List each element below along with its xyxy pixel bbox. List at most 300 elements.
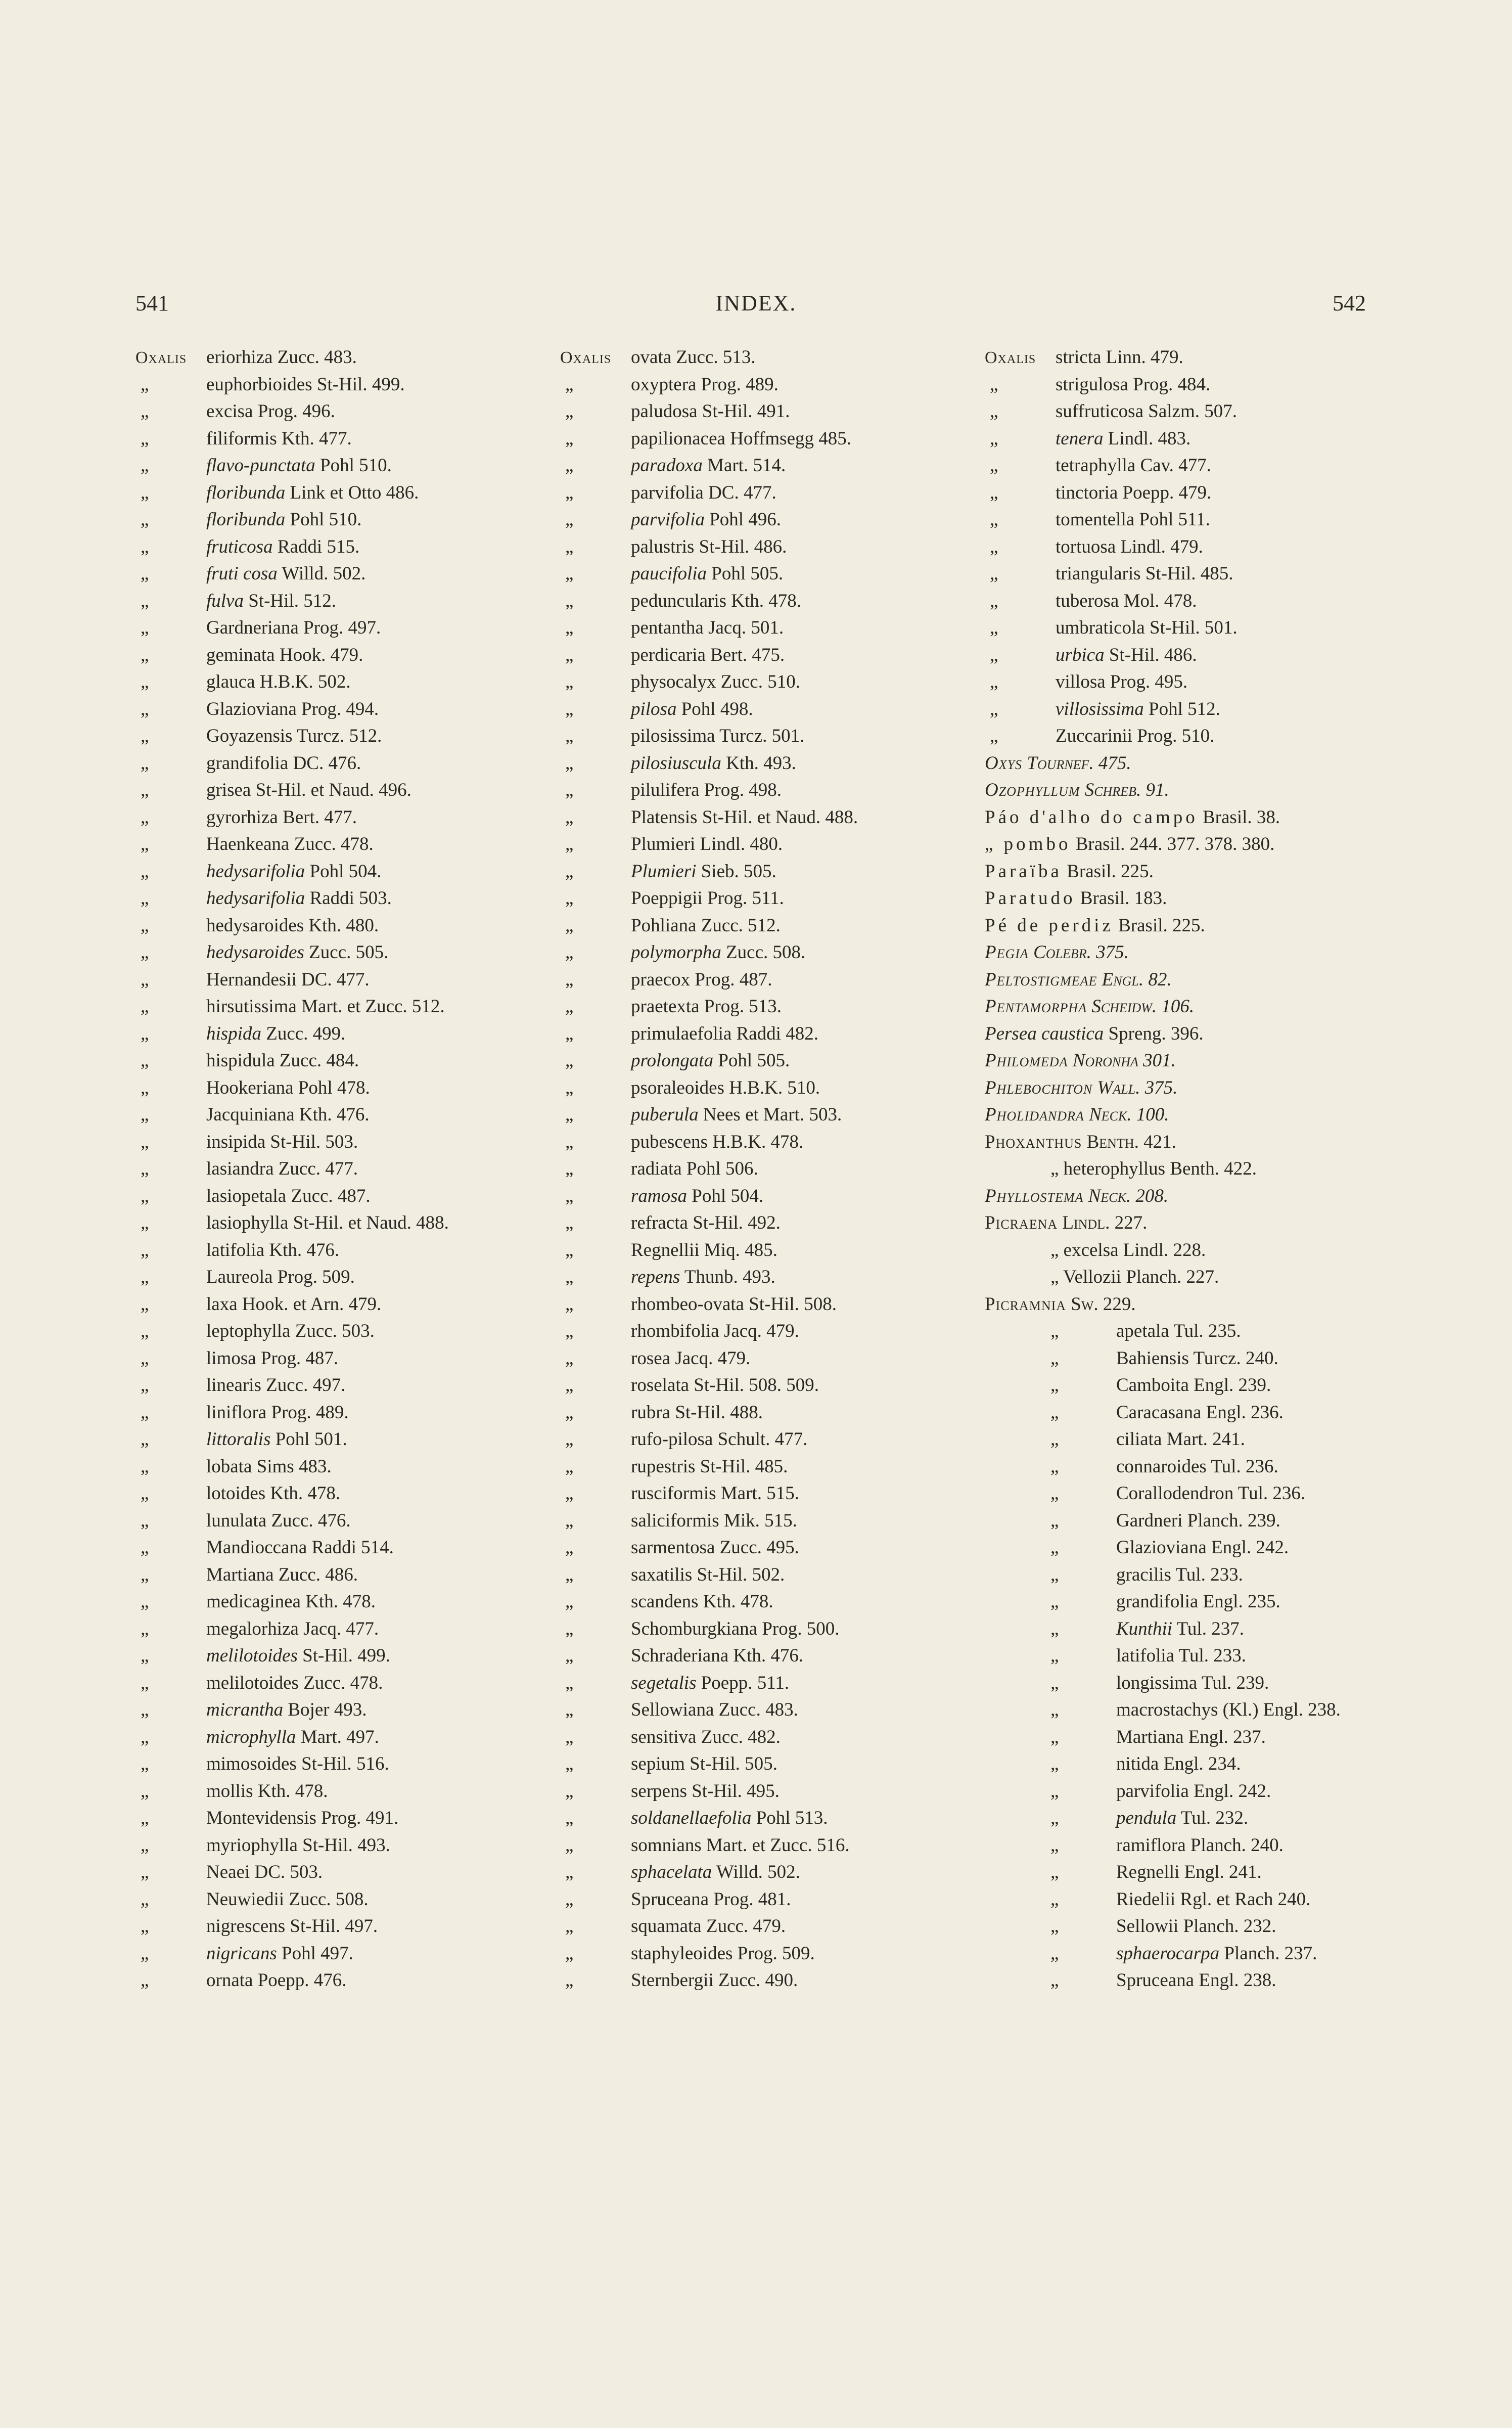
entry-prefix: „ xyxy=(141,1104,149,1125)
entry-name: Spruceana xyxy=(631,1889,709,1910)
entry-authority: St-Hil. 503. xyxy=(265,1131,358,1152)
index-entry xyxy=(135,1859,560,1886)
entry-prefix: „ xyxy=(565,1808,574,1828)
entry-authority: St-Hil. 485. xyxy=(1140,563,1233,584)
entry-name: saxatilis xyxy=(631,1564,693,1585)
entry-prefix: „ xyxy=(565,1212,574,1233)
entry-authority: Kth. 493. xyxy=(721,752,796,774)
index-entry xyxy=(560,777,985,804)
index-entry xyxy=(135,1696,560,1724)
entry-name: pubescens xyxy=(631,1131,708,1152)
entry-prefix: „ xyxy=(565,509,574,530)
entry-authority: St-Hil. 486. xyxy=(694,536,787,557)
index-entry xyxy=(985,614,1409,642)
entry-prefix: „ xyxy=(565,915,574,936)
entry-authority: Tul. 236. xyxy=(1233,1483,1306,1504)
entry-name: Peltostigmeae xyxy=(985,969,1097,990)
entry-authority: DC. 476. xyxy=(288,752,361,774)
index-entry xyxy=(135,1345,560,1372)
entry-authority: Zucc. 503. xyxy=(290,1321,375,1341)
entry-authority: Lindl. 483. xyxy=(1103,428,1191,449)
entry-prefix: „ xyxy=(1050,1699,1059,1720)
entry-prefix: „ xyxy=(1050,1537,1059,1558)
entry-name: grandifolia xyxy=(1116,1591,1199,1612)
entry-name: gracilis xyxy=(1116,1564,1171,1585)
entry-name: Caracasana xyxy=(1116,1402,1202,1423)
entry-prefix: „ xyxy=(990,482,998,503)
entry-prefix: „ xyxy=(565,1456,574,1477)
entry-name: hispida xyxy=(206,1023,261,1044)
entry-authority: Mik. 515. xyxy=(719,1510,797,1531)
index-entry xyxy=(560,1129,985,1156)
entry-authority: Lindl. 480. xyxy=(695,834,783,855)
entry-authority: Link et Otto 486. xyxy=(285,482,419,503)
entry-authority: Zucc. 477. xyxy=(273,1158,358,1179)
entry-authority: Turcz. 240. xyxy=(1188,1347,1278,1369)
entry-name: Bahiensis xyxy=(1116,1347,1189,1369)
entry-authority: Brasil. 183. xyxy=(1075,888,1167,909)
entry-prefix: „ xyxy=(141,1970,149,1991)
entry-name: sarmentosa xyxy=(631,1537,715,1558)
entry-prefix: „ xyxy=(1050,1834,1059,1856)
entry-authority: Engl. 239. xyxy=(1188,1375,1271,1396)
entry-prefix: „ xyxy=(565,834,574,855)
entry-name: Philomeda xyxy=(985,1050,1068,1071)
index-entry xyxy=(560,831,985,858)
index-entry xyxy=(135,1318,560,1345)
entry-prefix: Oxalis xyxy=(560,348,612,367)
index-entry xyxy=(985,1588,1409,1615)
entry-prefix: „ xyxy=(141,834,149,855)
index-entry xyxy=(985,533,1409,561)
entry-name: lotoides xyxy=(206,1483,266,1504)
entry-prefix: „ xyxy=(1050,1402,1059,1423)
entry-prefix: „ xyxy=(565,1023,574,1044)
entry-authority: Pohl 504. xyxy=(305,861,382,882)
entry-authority: St-Hil. 508. 509. xyxy=(689,1375,819,1396)
entry-authority: Bojer 493. xyxy=(283,1699,367,1720)
entry-authority: St-Hil. 497. xyxy=(285,1916,378,1937)
index-entry xyxy=(560,588,985,615)
entry-authority: DC. 477. xyxy=(296,969,370,990)
entry-authority: Linn. 479. xyxy=(1101,347,1183,368)
entry-authority: Benth. 421. xyxy=(1082,1131,1176,1152)
index-entry xyxy=(135,777,560,804)
entry-name: prolongata xyxy=(631,1050,714,1071)
entry-prefix: „ xyxy=(141,1077,149,1098)
index-entry xyxy=(985,966,1409,994)
entry-authority: Engl. 238. xyxy=(1194,1970,1276,1991)
entry-prefix: „ xyxy=(1050,1483,1059,1504)
entry-authority: Zucc. 499. xyxy=(261,1023,346,1044)
entry-prefix: „ xyxy=(141,1564,149,1585)
entry-authority: Planch. 227. xyxy=(1121,1267,1219,1287)
index-entry xyxy=(985,1724,1409,1751)
entry-name: Sternbergii xyxy=(631,1970,714,1991)
index-entry xyxy=(135,1209,560,1237)
page-title: INDEX. xyxy=(715,291,797,316)
entry-name: microphylla xyxy=(206,1726,296,1747)
index-entry xyxy=(135,1724,560,1751)
entry-authority: Tul. 232. xyxy=(1176,1808,1249,1828)
entry-name: palustris xyxy=(631,536,695,557)
entry-authority: (Kl.) Engl. 238. xyxy=(1218,1699,1341,1720)
entry-authority: St-Hil. 508. xyxy=(744,1293,837,1315)
index-entry xyxy=(985,1561,1409,1589)
index-column-1 xyxy=(135,344,560,1994)
entry-prefix: „ xyxy=(565,1753,574,1774)
index-entry xyxy=(135,1264,560,1291)
entry-authority: Zucc. 513. xyxy=(671,347,756,368)
entry-prefix: „ xyxy=(141,1862,149,1882)
index-entry xyxy=(135,1237,560,1264)
entry-name: „ pombo xyxy=(985,834,1071,855)
entry-name: lobata xyxy=(206,1456,252,1477)
entry-authority: Kth. 480. xyxy=(304,915,379,936)
index-entry xyxy=(560,1318,985,1345)
index-entry xyxy=(135,425,560,453)
entry-name: Goyazensis xyxy=(206,726,293,746)
index-entry xyxy=(985,1372,1409,1399)
entry-name: tomentella xyxy=(1056,509,1135,530)
entry-name: Ozophyllum xyxy=(985,780,1080,800)
index-entry xyxy=(135,668,560,696)
entry-authority: Pohl 506. xyxy=(681,1158,758,1179)
entry-authority: Salzm. 507. xyxy=(1143,401,1237,422)
entry-name: Martiana xyxy=(1116,1726,1184,1747)
entry-name: floribunda xyxy=(206,509,286,530)
index-entry xyxy=(985,993,1409,1020)
entry-name: Gardneri xyxy=(1116,1510,1183,1531)
entry-authority: Pohl 496. xyxy=(704,509,782,530)
entry-prefix: „ xyxy=(565,1780,574,1802)
index-entry xyxy=(560,1778,985,1805)
entry-authority: Planch. 239. xyxy=(1182,1510,1280,1531)
entry-authority: Pohl 511. xyxy=(1134,509,1210,530)
index-entry xyxy=(135,885,560,912)
entry-name: Oxys xyxy=(985,752,1023,774)
entry-name: peduncularis xyxy=(631,590,727,611)
entry-prefix: „ xyxy=(990,428,998,449)
entry-authority: St-Hil. 501. xyxy=(1144,617,1238,638)
index-entry xyxy=(135,1480,560,1507)
entry-name: Paraïba xyxy=(985,861,1062,882)
index-entry xyxy=(135,966,560,994)
entry-name: linearis xyxy=(206,1375,261,1396)
entry-prefix: „ xyxy=(141,1591,149,1612)
entry-authority: Prog. 509. xyxy=(272,1267,355,1287)
index-entry xyxy=(560,1372,985,1399)
entry-authority: Pohl 505. xyxy=(713,1050,790,1071)
entry-authority: Neck. 100. xyxy=(1084,1104,1169,1125)
entry-authority: DC. 477. xyxy=(703,482,776,503)
entry-name: triangularis xyxy=(1056,563,1141,584)
index-entry xyxy=(560,1047,985,1074)
index-entry xyxy=(985,1074,1409,1102)
entry-prefix: „ xyxy=(990,563,998,584)
entry-name: nitida xyxy=(1116,1753,1159,1774)
entry-name: sepium xyxy=(631,1753,685,1774)
entry-name: pentantha xyxy=(631,617,704,638)
index-entry xyxy=(135,560,560,588)
entry-name: Montevidensis xyxy=(206,1808,316,1828)
entry-prefix: „ xyxy=(141,536,149,557)
entry-prefix: „ xyxy=(565,1510,574,1531)
index-entry xyxy=(985,1696,1409,1724)
entry-prefix: „ xyxy=(565,1564,574,1585)
entry-prefix: „ xyxy=(141,1267,149,1287)
index-entry xyxy=(560,1670,985,1697)
entry-name: tinctoria xyxy=(1056,482,1118,503)
entry-prefix: „ xyxy=(990,509,998,530)
entry-authority: Kth. 477. xyxy=(277,428,352,449)
entry-prefix: „ xyxy=(1050,1808,1059,1828)
entry-authority: Pohl 510. xyxy=(285,509,362,530)
entry-prefix: „ xyxy=(565,780,574,800)
entry-prefix: „ xyxy=(141,1456,149,1477)
index-column-2 xyxy=(560,344,985,1994)
index-entry xyxy=(560,668,985,696)
index-entry xyxy=(985,1209,1409,1237)
index-entry xyxy=(135,1778,560,1805)
index-entry xyxy=(985,696,1409,723)
entry-prefix: „ xyxy=(141,617,149,638)
entry-name: mimosoides xyxy=(206,1753,297,1774)
index-entry xyxy=(985,1237,1409,1264)
index-entry xyxy=(560,1967,985,1994)
entry-authority: Thunb. 493. xyxy=(680,1267,775,1287)
entry-prefix: „ xyxy=(141,1889,149,1910)
entry-name: Laureola xyxy=(206,1267,273,1287)
index-entry xyxy=(985,588,1409,615)
index-entry xyxy=(985,804,1409,831)
index-entry xyxy=(135,1940,560,1967)
index-entry xyxy=(135,479,560,507)
entry-authority: Turcz. 512. xyxy=(292,726,382,746)
entry-authority: Tul. 236. xyxy=(1206,1456,1278,1477)
entry-prefix: „ xyxy=(565,1347,574,1369)
entry-authority: St-Hil. et Naud. 496. xyxy=(251,780,411,800)
entry-authority: Tul. 233. xyxy=(1174,1645,1246,1666)
entry-name: Persea caustica xyxy=(985,1023,1104,1044)
entry-authority: Zucc. 484. xyxy=(274,1050,359,1071)
index-entry xyxy=(135,1588,560,1615)
entry-authority: Bert. 475. xyxy=(705,644,785,665)
index-entry xyxy=(560,939,985,966)
entry-authority: Engl. 234. xyxy=(1159,1753,1241,1774)
entry-authority: St-Hil. 505. xyxy=(684,1753,777,1774)
entry-name: sensitiva xyxy=(631,1726,697,1747)
index-entry xyxy=(560,1237,985,1264)
entry-name: Picraena xyxy=(985,1212,1058,1233)
entry-authority: Zucc. 478. xyxy=(289,834,374,855)
entry-name: pilosissima xyxy=(631,726,715,746)
index-entry xyxy=(985,723,1409,750)
entry-prefix: „ xyxy=(141,1645,149,1666)
entry-authority: Mart. 497. xyxy=(296,1726,379,1747)
entry-name: roselata xyxy=(631,1375,690,1396)
index-entry xyxy=(135,1805,560,1832)
entry-authority: Raddi 514. xyxy=(307,1537,394,1558)
entry-authority: Prog. 489. xyxy=(696,374,778,395)
entry-prefix: „ xyxy=(565,942,574,963)
entry-prefix: „ xyxy=(141,1239,149,1261)
entry-prefix: „ xyxy=(141,1808,149,1828)
entry-prefix: „ xyxy=(990,374,998,395)
index-entry xyxy=(985,1399,1409,1426)
index-entry xyxy=(985,912,1409,939)
index-entry xyxy=(560,1155,985,1183)
entry-authority: Prog. 484. xyxy=(1128,374,1211,395)
entry-authority: St-Hil. 491. xyxy=(697,401,790,422)
entry-name: nigricans xyxy=(206,1943,277,1964)
entry-prefix: „ xyxy=(141,1699,149,1720)
entry-name: Regnelli xyxy=(1116,1862,1180,1882)
entry-authority: Brasil. 38. xyxy=(1198,806,1280,828)
index-entry xyxy=(985,777,1409,804)
entry-name: liniflora xyxy=(206,1402,267,1423)
entry-name: Poeppigii xyxy=(631,888,703,909)
entry-name: latifolia xyxy=(206,1239,265,1261)
entry-authority: St-Hil. 502. xyxy=(692,1564,785,1585)
entry-name: parvifolia xyxy=(631,482,704,503)
entry-name: lunulata xyxy=(206,1510,267,1531)
entry-name: Haenkeana xyxy=(206,834,290,855)
entry-prefix: „ xyxy=(990,698,998,720)
entry-prefix: „ xyxy=(141,428,149,449)
entry-name: Camboita xyxy=(1116,1375,1189,1396)
entry-prefix: „ xyxy=(565,752,574,774)
entry-prefix: „ xyxy=(565,671,574,692)
index-entry xyxy=(135,993,560,1020)
entry-name: lasiandra xyxy=(206,1158,274,1179)
entry-authority: Lindl. 479. xyxy=(1116,536,1203,557)
index-entry xyxy=(135,1291,560,1318)
entry-prefix: „ xyxy=(141,509,149,530)
entry-name: Pentamorpha xyxy=(985,996,1087,1017)
entry-prefix: „ xyxy=(1050,1564,1059,1585)
entry-prefix: „ xyxy=(565,1943,574,1964)
entry-prefix: „ xyxy=(1050,1510,1059,1531)
entry-authority: Kth. 478. xyxy=(726,590,802,611)
entry-authority: Pohl 478. xyxy=(293,1077,370,1098)
entry-prefix: „ xyxy=(141,752,149,774)
entry-name: excisa xyxy=(206,401,253,422)
index-entry xyxy=(985,560,1409,588)
entry-name: pilosa xyxy=(631,698,677,720)
entry-name: rufo-pilosa xyxy=(631,1429,713,1450)
entry-prefix: „ xyxy=(141,942,149,963)
entry-prefix: „ xyxy=(141,1943,149,1964)
entry-authority: Schreb. 91. xyxy=(1080,780,1169,800)
entry-prefix: „ xyxy=(141,1131,149,1152)
entry-name: connaroides xyxy=(1116,1456,1207,1477)
entry-prefix: „ xyxy=(565,455,574,476)
entry-name: Sellowiana xyxy=(631,1699,714,1720)
entry-prefix: „ xyxy=(565,1483,574,1504)
index-entry xyxy=(985,1642,1409,1670)
index-entry xyxy=(560,1264,985,1291)
entry-name: polymorpha xyxy=(631,942,721,963)
entry-authority: Hook. et Arn. 479. xyxy=(237,1293,382,1315)
entry-name: rubra xyxy=(631,1402,671,1423)
index-entry xyxy=(135,1832,560,1859)
index-entry xyxy=(985,398,1409,425)
entry-prefix: „ xyxy=(565,726,574,746)
entry-authority: Rgl. et Rach 240. xyxy=(1175,1889,1311,1910)
entry-prefix: „ xyxy=(141,374,149,395)
entry-prefix: „ xyxy=(1050,1321,1059,1341)
entry-name: Phoxanthus xyxy=(985,1131,1082,1152)
entry-authority: Brasil. 244. 377. 378. 380. xyxy=(1071,834,1275,855)
entry-prefix: „ xyxy=(141,915,149,936)
entry-authority: Engl. 235. xyxy=(1198,1591,1280,1612)
index-entry xyxy=(985,1453,1409,1480)
entry-authority: Willd. 502. xyxy=(277,563,366,584)
entry-authority: St-Hil. 495. xyxy=(686,1780,780,1802)
entry-name: sphacelata xyxy=(631,1862,712,1882)
entry-name: squamata xyxy=(631,1916,702,1937)
entry-authority: Lindl. 227. xyxy=(1058,1212,1148,1233)
entry-name: melilotoides xyxy=(206,1645,298,1666)
entry-name: tortuosa xyxy=(1056,536,1116,557)
entry-authority: St-Hil. et Naud. 488. xyxy=(288,1212,449,1233)
entry-authority: Prog. 495. xyxy=(1105,671,1188,692)
entry-name: Gardneriana xyxy=(206,617,299,638)
index-entry xyxy=(560,479,985,507)
entry-authority: Mart. 515. xyxy=(716,1483,799,1504)
entry-prefix: „ xyxy=(141,644,149,665)
entry-prefix: „ xyxy=(565,428,574,449)
entry-name: euphorbioides xyxy=(206,374,312,395)
entry-authority: Colebr. 375. xyxy=(1028,942,1129,963)
entry-prefix: „ xyxy=(565,1293,574,1315)
entry-authority: St-Hil. 516. xyxy=(296,1753,389,1774)
entry-name: megalorhiza xyxy=(206,1618,299,1639)
index-entry xyxy=(985,668,1409,696)
index-entry xyxy=(560,966,985,994)
index-entry xyxy=(560,614,985,642)
entry-name: tenera xyxy=(1056,428,1104,449)
index-entry xyxy=(985,1264,1409,1291)
entry-name: parvifolia xyxy=(1116,1780,1189,1802)
entry-prefix: „ xyxy=(565,1537,574,1558)
entry-authority: Jacq. 479. xyxy=(719,1321,799,1341)
index-entry xyxy=(560,1805,985,1832)
entry-authority: Benth. 422. xyxy=(1165,1158,1257,1179)
index-entry xyxy=(560,533,985,561)
entry-authority: Brasil. 225. xyxy=(1062,861,1154,882)
entry-name: Paratudo xyxy=(985,888,1076,909)
entry-authority: Pohl 510. xyxy=(315,455,392,476)
entry-name: nigrescens xyxy=(206,1916,286,1937)
index-entry xyxy=(560,1074,985,1102)
entry-authority: Poepp. 479. xyxy=(1118,482,1212,503)
index-entry xyxy=(135,912,560,939)
index-entry xyxy=(135,1426,560,1453)
index-entry xyxy=(560,696,985,723)
entry-authority: Pohl 513. xyxy=(751,1808,828,1828)
entry-authority: Pohl 501. xyxy=(270,1429,347,1450)
entry-name: Phyllostema xyxy=(985,1185,1084,1206)
entry-name: Corallodendron xyxy=(1116,1483,1234,1504)
entry-prefix: „ xyxy=(141,1375,149,1396)
index-entry xyxy=(560,425,985,453)
index-entry xyxy=(135,1074,560,1102)
entry-prefix: „ xyxy=(565,1077,574,1098)
entry-prefix: „ xyxy=(565,1970,574,1991)
entry-prefix: „ xyxy=(1050,1753,1059,1774)
